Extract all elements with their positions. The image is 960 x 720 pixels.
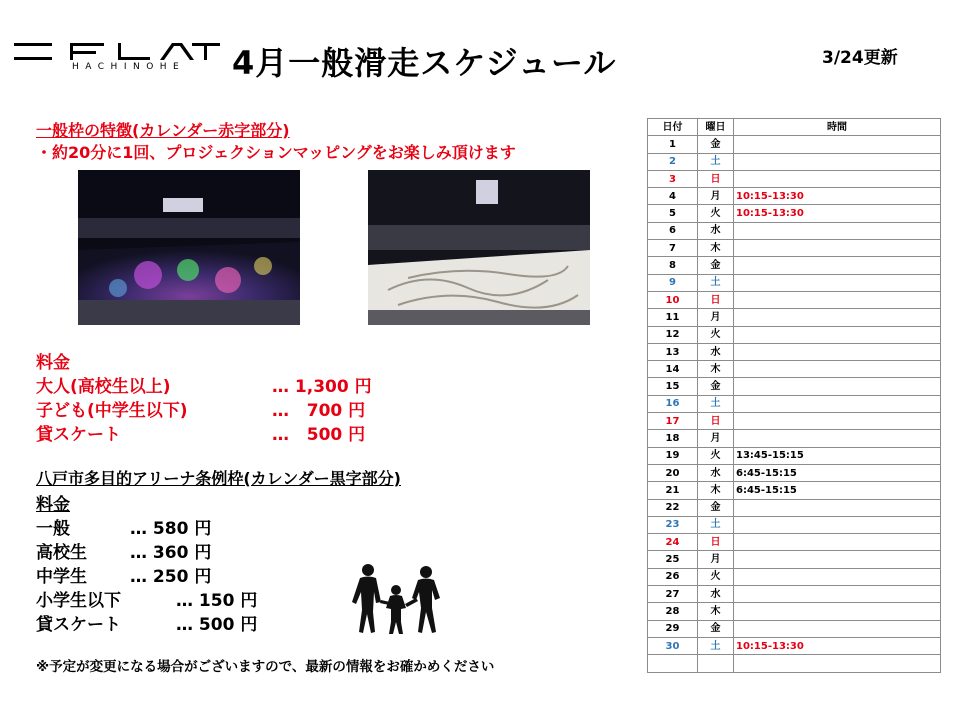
schedule-weekday: 日 [698,413,734,430]
schedule-time [734,326,941,343]
schedule-date: 24 [648,534,698,551]
schedule-row [648,136,941,153]
schedule-time [734,257,941,274]
schedule-date: 28 [648,603,698,620]
schedule-weekday: 月 [698,430,734,447]
schedule-date: 4 [648,188,698,205]
schedule-row [648,551,941,568]
schedule-weekday: 土 [698,637,734,654]
schedule-date: 7 [648,240,698,257]
schedule-date: 11 [648,309,698,326]
schedule-row [648,413,941,430]
schedule-date: 22 [648,499,698,516]
schedule-time [734,170,941,187]
schedule-weekday: 水 [698,343,734,360]
schedule-time: 10:15-13:30 [734,188,941,205]
schedule-time [734,534,941,551]
schedule-weekday: 土 [698,153,734,170]
schedule-weekday: 水 [698,586,734,603]
schedule-date: 18 [648,430,698,447]
schedule-date: 19 [648,447,698,464]
schedule-weekday: 火 [698,447,734,464]
schedule-weekday: 金 [698,136,734,153]
schedule-date: 27 [648,586,698,603]
schedule-time: 10:15-13:30 [734,637,941,654]
schedule-time [734,343,941,360]
schedule-weekday: 土 [698,516,734,533]
schedule-row [648,240,941,257]
schedule-date: 20 [648,464,698,481]
schedule-weekday: 日 [698,534,734,551]
header-date: 日付 [648,119,698,136]
schedule-date: 29 [648,620,698,637]
projection-mapping-photo-1 [78,170,300,325]
schedule-row [648,464,941,481]
schedule-row [648,188,941,205]
fees-arena-subheading: 料金 [36,495,70,515]
schedule-date: 14 [648,361,698,378]
schedule-date: 3 [648,170,698,187]
schedule-row [648,343,941,360]
schedule-weekday: 月 [698,551,734,568]
header-day: 曜日 [698,119,734,136]
schedule-row [648,603,941,620]
schedule-time: 10:15-13:30 [734,205,941,222]
schedule-time [734,309,941,326]
schedule-time [734,291,941,308]
schedule-weekday: 日 [698,291,734,308]
schedule-header-row [648,119,941,136]
schedule-row [648,430,941,447]
projection-mapping-photo-2 [368,170,590,325]
schedule-row [648,153,941,170]
schedule-date: 25 [648,551,698,568]
schedule-date: 1 [648,136,698,153]
fees-general-heading: 料金 [36,353,70,373]
schedule-date: 17 [648,413,698,430]
schedule-weekday: 月 [698,309,734,326]
schedule-weekday: 火 [698,568,734,585]
schedule-weekday: 木 [698,603,734,620]
schedule-row [648,170,941,187]
schedule-time [734,516,941,533]
features-bullet: ・約20分に1回、プロジェクションマッピングをお楽しみ頂けます [36,143,516,162]
arena-fee-label-general: 一般 [36,519,70,539]
schedule-weekday: 木 [698,240,734,257]
schedule-row [648,257,941,274]
schedule-row [648,291,941,308]
schedule-time [734,655,941,672]
schedule-row [648,516,941,533]
schedule-time [734,413,941,430]
logo-subtext: HACHINOHE [72,62,186,72]
schedule-weekday: 木 [698,482,734,499]
schedule-row [648,326,941,343]
schedule-date [648,655,698,672]
schedule-weekday: 金 [698,257,734,274]
schedule-date: 9 [648,274,698,291]
schedule-weekday: 土 [698,274,734,291]
schedule-time [734,361,941,378]
schedule-time [734,240,941,257]
arena-fee-price-junior: … 250 円 [130,567,212,587]
schedule-weekday: 月 [698,188,734,205]
schedule-weekday: 金 [698,378,734,395]
schedule-date: 23 [648,516,698,533]
schedule-row [648,655,941,672]
header-time: 時間 [734,119,941,136]
schedule-time [734,499,941,516]
schedule-time [734,136,941,153]
schedule-time [734,395,941,412]
schedule-weekday: 水 [698,464,734,481]
schedule-date: 10 [648,291,698,308]
schedule-time [734,378,941,395]
arena-fee-label-rental: 貸スケート [36,615,121,635]
schedule-time [734,153,941,170]
schedule-row [648,586,941,603]
fee-price-child: … 700 円 [272,401,366,421]
schedule-row [648,447,941,464]
page-title: 4月一般滑走スケジュール [232,44,617,82]
arena-fee-label-junior: 中学生 [36,567,87,587]
schedule-time [734,603,941,620]
schedule-row [648,568,941,585]
schedule-weekday: 木 [698,361,734,378]
schedule-row [648,378,941,395]
schedule-date: 13 [648,343,698,360]
schedule-date: 15 [648,378,698,395]
schedule-date: 6 [648,222,698,239]
schedule-row [648,309,941,326]
schedule-date: 16 [648,395,698,412]
arena-fee-price-general: … 580 円 [130,519,212,539]
update-date: 3/24更新 [822,48,898,68]
schedule-time [734,222,941,239]
fee-label-rental: 貸スケート [36,425,121,445]
fee-label-child: 子ども(中学生以下) [36,401,188,421]
arena-fee-label-elementary: 小学生以下 [36,591,121,611]
schedule-time [734,620,941,637]
schedule-time [734,274,941,291]
schedule-weekday: 火 [698,205,734,222]
schedule-row [648,361,941,378]
family-skating-silhouette-icon [348,562,448,636]
schedule-row [648,499,941,516]
schedule-time: 6:45-15:15 [734,464,941,481]
schedule-row [648,395,941,412]
fee-price-rental: … 500 円 [272,425,366,445]
schedule-row [648,482,941,499]
arena-fee-price-elementary: … 150 円 [176,591,258,611]
schedule-weekday [698,655,734,672]
fee-price-adult: … 1,300 円 [272,377,372,397]
schedule-weekday: 金 [698,499,734,516]
schedule-row [648,637,941,654]
schedule-date: 8 [648,257,698,274]
schedule-date: 30 [648,637,698,654]
schedule-date: 21 [648,482,698,499]
schedule-date: 5 [648,205,698,222]
arena-fee-price-highschool: … 360 円 [130,543,212,563]
schedule-row [648,620,941,637]
schedule-date: 12 [648,326,698,343]
schedule-time: 6:45-15:15 [734,482,941,499]
schedule-time: 13:45-15:15 [734,447,941,464]
schedule-time [734,430,941,447]
fees-arena-heading: 八戸市多目的アリーナ条例枠(カレンダー黒字部分) [36,469,401,488]
schedule-weekday: 日 [698,170,734,187]
flat-hachinohe-logo [14,40,220,76]
schedule-row [648,205,941,222]
features-heading: 一般枠の特徴(カレンダー赤字部分) [36,121,290,140]
schedule-table [647,118,941,673]
schedule-date: 2 [648,153,698,170]
schedule-row [648,274,941,291]
arena-fee-price-rental: … 500 円 [176,615,258,635]
schedule-weekday: 金 [698,620,734,637]
schedule-weekday: 水 [698,222,734,239]
fee-label-adult: 大人(高校生以上) [36,377,171,397]
schedule-weekday: 火 [698,326,734,343]
arena-fee-label-highschool: 高校生 [36,543,87,563]
schedule-time [734,568,941,585]
schedule-time [734,586,941,603]
schedule-weekday: 土 [698,395,734,412]
schedule-time [734,551,941,568]
schedule-row [648,222,941,239]
schedule-row [648,534,941,551]
disclaimer-note: ※予定が変更になる場合がございますので、最新の情報をお確かめください [36,659,495,675]
schedule-date: 26 [648,568,698,585]
